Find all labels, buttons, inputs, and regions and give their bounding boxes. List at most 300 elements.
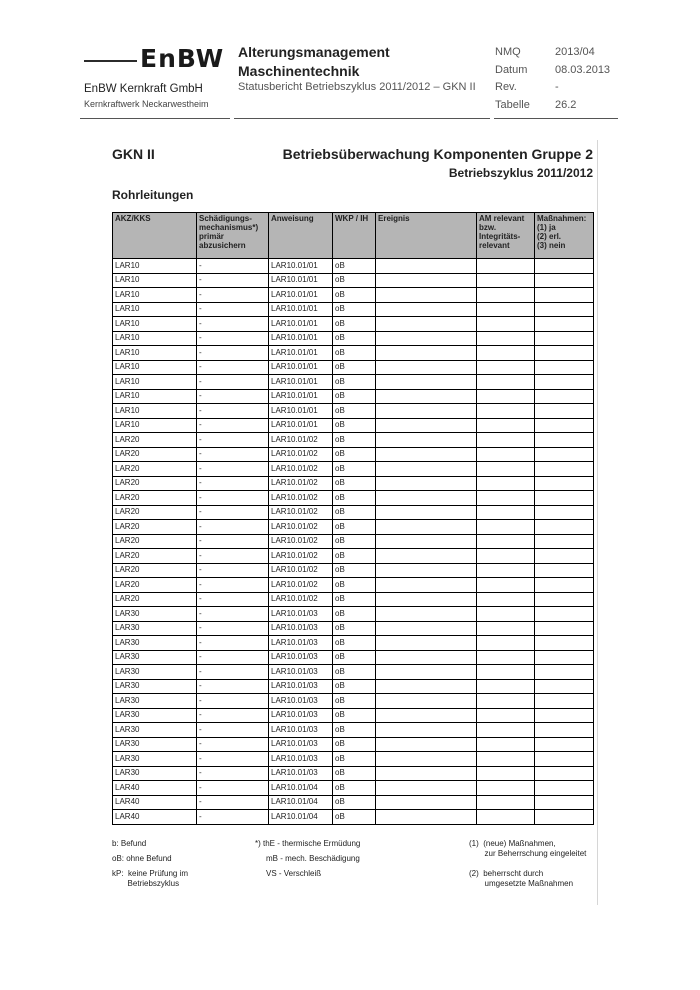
cell-wkp: oB <box>333 288 376 303</box>
cell-mechanism: - <box>197 433 269 448</box>
cell-event <box>376 621 477 636</box>
table-row <box>113 476 594 491</box>
header-rule-left <box>80 118 230 119</box>
cell-instruction: LAR10.01/01 <box>269 317 333 332</box>
legend-keine-pruefung: kP: keine Prüfung im Betriebszyklus <box>112 869 189 888</box>
cell-am-relevant <box>477 737 535 752</box>
cell-am-relevant <box>477 650 535 665</box>
cell-am-relevant <box>477 317 535 332</box>
cell-event <box>376 636 477 651</box>
table-row <box>113 708 594 723</box>
cell-mechanism: - <box>197 273 269 288</box>
cell-mechanism: - <box>197 404 269 419</box>
meta-key: Rev. <box>495 81 517 93</box>
cell-event <box>376 317 477 332</box>
table-row <box>113 636 594 651</box>
cell-measures <box>535 534 594 549</box>
cell-measures <box>535 766 594 781</box>
table-body <box>113 259 594 825</box>
cell-akz: LAR10 <box>113 288 197 303</box>
cell-measures <box>535 476 594 491</box>
cell-measures <box>535 302 594 317</box>
cell-instruction: LAR10.01/01 <box>269 302 333 317</box>
cell-instruction: LAR10.01/03 <box>269 708 333 723</box>
cell-akz: LAR20 <box>113 549 197 564</box>
cell-mechanism: - <box>197 679 269 694</box>
meta-value: - <box>555 81 559 93</box>
cell-akz: LAR40 <box>113 781 197 796</box>
cell-measures <box>535 708 594 723</box>
cell-am-relevant <box>477 418 535 433</box>
cell-wkp: oB <box>333 708 376 723</box>
table-row <box>113 346 594 361</box>
cell-wkp: oB <box>333 549 376 564</box>
document-subtitle: Statusbericht Betriebszyklus 2011/2012 – GKN II <box>238 81 476 93</box>
cell-measures <box>535 389 594 404</box>
table-row <box>113 679 594 694</box>
cell-instruction: LAR10.01/02 <box>269 476 333 491</box>
page-margin-line <box>597 140 598 905</box>
cell-mechanism: - <box>197 259 269 274</box>
cell-mechanism: - <box>197 534 269 549</box>
cell-measures <box>535 592 594 607</box>
cell-mechanism: - <box>197 389 269 404</box>
cell-akz: LAR10 <box>113 302 197 317</box>
cell-instruction: LAR10.01/01 <box>269 288 333 303</box>
cell-measures <box>535 462 594 477</box>
cell-measures <box>535 520 594 535</box>
cell-am-relevant <box>477 607 535 622</box>
cell-measures <box>535 694 594 709</box>
cell-akz: LAR30 <box>113 650 197 665</box>
cell-akz: LAR10 <box>113 375 197 390</box>
cell-am-relevant <box>477 534 535 549</box>
table-row <box>113 563 594 578</box>
legend-ohne-befund: oB: ohne Befund <box>112 854 172 863</box>
cell-wkp: oB <box>333 795 376 810</box>
cell-event <box>376 505 477 520</box>
cell-wkp: oB <box>333 404 376 419</box>
cell-akz: LAR30 <box>113 708 197 723</box>
cell-wkp: oB <box>333 592 376 607</box>
col-header-instruction: Anweisung <box>269 213 333 259</box>
cell-event <box>376 766 477 781</box>
cell-instruction: LAR10.01/02 <box>269 505 333 520</box>
cell-instruction: LAR10.01/02 <box>269 534 333 549</box>
cell-am-relevant <box>477 259 535 274</box>
table-row <box>113 462 594 477</box>
cell-wkp: oB <box>333 302 376 317</box>
cell-instruction: LAR10.01/03 <box>269 665 333 680</box>
cell-event <box>376 650 477 665</box>
table-row <box>113 302 594 317</box>
cell-wkp: oB <box>333 418 376 433</box>
cell-event <box>376 607 477 622</box>
cell-measures <box>535 578 594 593</box>
cell-mechanism: - <box>197 766 269 781</box>
table-row <box>113 520 594 535</box>
legend-mech-damage: mB - mech. Beschädigung <box>266 854 360 863</box>
cell-instruction: LAR10.01/02 <box>269 520 333 535</box>
cell-am-relevant <box>477 636 535 651</box>
cell-akz: LAR30 <box>113 636 197 651</box>
logo-line <box>84 60 137 62</box>
cell-event <box>376 534 477 549</box>
cell-wkp: oB <box>333 534 376 549</box>
cell-am-relevant <box>477 621 535 636</box>
cell-mechanism: - <box>197 781 269 796</box>
cell-measures <box>535 505 594 520</box>
cell-event <box>376 520 477 535</box>
cell-instruction: LAR10.01/03 <box>269 650 333 665</box>
table-row <box>113 288 594 303</box>
table-row <box>113 534 594 549</box>
cell-akz: LAR30 <box>113 679 197 694</box>
cell-event <box>376 259 477 274</box>
cell-am-relevant <box>477 549 535 564</box>
cell-am-relevant <box>477 578 535 593</box>
cell-mechanism: - <box>197 331 269 346</box>
cell-event <box>376 810 477 825</box>
cell-wkp: oB <box>333 273 376 288</box>
cell-am-relevant <box>477 810 535 825</box>
enbw-logo: EnBW <box>140 44 225 73</box>
cell-instruction: LAR10.01/03 <box>269 679 333 694</box>
cell-mechanism: - <box>197 302 269 317</box>
cell-wkp: oB <box>333 650 376 665</box>
cell-wkp: oB <box>333 433 376 448</box>
cell-wkp: oB <box>333 491 376 506</box>
table-row <box>113 317 594 332</box>
cell-mechanism: - <box>197 317 269 332</box>
cell-wkp: oB <box>333 462 376 477</box>
cell-wkp: oB <box>333 317 376 332</box>
cell-mechanism: - <box>197 360 269 375</box>
cell-event <box>376 549 477 564</box>
cell-event <box>376 418 477 433</box>
cell-mechanism: - <box>197 737 269 752</box>
cell-measures <box>535 447 594 462</box>
cell-mechanism: - <box>197 476 269 491</box>
cell-instruction: LAR10.01/03 <box>269 737 333 752</box>
cell-instruction: LAR10.01/01 <box>269 418 333 433</box>
cell-akz: LAR40 <box>113 810 197 825</box>
cell-am-relevant <box>477 491 535 506</box>
table-row <box>113 273 594 288</box>
cell-wkp: oB <box>333 723 376 738</box>
cell-am-relevant <box>477 346 535 361</box>
cell-wkp: oB <box>333 766 376 781</box>
cell-akz: LAR30 <box>113 694 197 709</box>
table-row <box>113 578 594 593</box>
cell-akz: LAR20 <box>113 505 197 520</box>
cell-mechanism: - <box>197 505 269 520</box>
operating-cycle: Betriebszyklus 2011/2012 <box>448 166 593 180</box>
cell-akz: LAR20 <box>113 592 197 607</box>
cell-instruction: LAR10.01/02 <box>269 491 333 506</box>
cell-measures <box>535 752 594 767</box>
section-title: Rohrleitungen <box>112 188 194 202</box>
cell-wkp: oB <box>333 578 376 593</box>
cell-event <box>376 563 477 578</box>
cell-mechanism: - <box>197 607 269 622</box>
cell-akz: LAR10 <box>113 346 197 361</box>
table-row <box>113 781 594 796</box>
meta-row-datum <box>495 62 610 80</box>
cell-measures <box>535 317 594 332</box>
cell-instruction: LAR10.01/03 <box>269 694 333 709</box>
cell-akz: LAR10 <box>113 360 197 375</box>
cell-event <box>376 389 477 404</box>
cell-event <box>376 476 477 491</box>
cell-mechanism: - <box>197 520 269 535</box>
component-table <box>112 212 594 825</box>
cell-instruction: LAR10.01/01 <box>269 259 333 274</box>
cell-wkp: oB <box>333 563 376 578</box>
cell-akz: LAR30 <box>113 766 197 781</box>
cell-measures <box>535 346 594 361</box>
header-rule-right <box>494 118 618 119</box>
header-rule-middle <box>234 118 490 119</box>
cell-am-relevant <box>477 273 535 288</box>
cell-akz: LAR10 <box>113 418 197 433</box>
cell-am-relevant <box>477 752 535 767</box>
cell-wkp: oB <box>333 694 376 709</box>
cell-mechanism: - <box>197 723 269 738</box>
cell-am-relevant <box>477 795 535 810</box>
cell-am-relevant <box>477 389 535 404</box>
cell-instruction: LAR10.01/01 <box>269 375 333 390</box>
cell-instruction: LAR10.01/04 <box>269 810 333 825</box>
cell-event <box>376 578 477 593</box>
cell-akz: LAR20 <box>113 578 197 593</box>
cell-akz: LAR20 <box>113 433 197 448</box>
cell-measures <box>535 288 594 303</box>
cell-wkp: oB <box>333 447 376 462</box>
legend-thermal-fatigue: *) thE - thermische Ermüdung <box>255 839 361 848</box>
cell-event <box>376 346 477 361</box>
cell-am-relevant <box>477 331 535 346</box>
cell-mechanism: - <box>197 346 269 361</box>
cell-wkp: oB <box>333 752 376 767</box>
cell-akz: LAR10 <box>113 389 197 404</box>
cell-measures <box>535 636 594 651</box>
cell-measures <box>535 737 594 752</box>
cell-measures <box>535 607 594 622</box>
table-row <box>113 607 594 622</box>
cell-am-relevant <box>477 360 535 375</box>
cell-measures <box>535 810 594 825</box>
table-row <box>113 694 594 709</box>
cell-wkp: oB <box>333 360 376 375</box>
cell-instruction: LAR10.01/03 <box>269 607 333 622</box>
cell-akz: LAR40 <box>113 795 197 810</box>
col-header-mechanism: Schädigungs- mechanismus*) primär abzusichern <box>197 213 269 259</box>
cell-measures <box>535 679 594 694</box>
document-title-line2: Maschinentechnik <box>238 63 360 79</box>
cell-am-relevant <box>477 462 535 477</box>
meta-key: Tabelle <box>495 98 530 111</box>
cell-mechanism: - <box>197 708 269 723</box>
cell-instruction: LAR10.01/03 <box>269 766 333 781</box>
cell-event <box>376 462 477 477</box>
cell-event <box>376 375 477 390</box>
table-row <box>113 505 594 520</box>
cell-akz: LAR20 <box>113 534 197 549</box>
cell-mechanism: - <box>197 288 269 303</box>
table-row <box>113 737 594 752</box>
table-row <box>113 433 594 448</box>
cell-instruction: LAR10.01/03 <box>269 752 333 767</box>
cell-event <box>376 404 477 419</box>
cell-mechanism: - <box>197 694 269 709</box>
table-row <box>113 418 594 433</box>
cell-wkp: oB <box>333 781 376 796</box>
cell-mechanism: - <box>197 462 269 477</box>
meta-row-nmq <box>495 44 610 62</box>
cell-wkp: oB <box>333 520 376 535</box>
meta-row-rev <box>495 79 610 97</box>
cell-wkp: oB <box>333 737 376 752</box>
cell-am-relevant <box>477 447 535 462</box>
cell-measures <box>535 418 594 433</box>
cell-instruction: LAR10.01/04 <box>269 795 333 810</box>
cell-event <box>376 331 477 346</box>
cell-mechanism: - <box>197 810 269 825</box>
legend-befund: b: Befund <box>112 839 147 848</box>
cell-mechanism: - <box>197 563 269 578</box>
meta-key: NMQ <box>495 46 521 58</box>
cell-akz: LAR30 <box>113 737 197 752</box>
cell-am-relevant <box>477 375 535 390</box>
cell-wkp: oB <box>333 346 376 361</box>
cell-mechanism: - <box>197 636 269 651</box>
cell-akz: LAR30 <box>113 752 197 767</box>
cell-akz: LAR10 <box>113 331 197 346</box>
cell-mechanism: - <box>197 549 269 564</box>
cell-wkp: oB <box>333 505 376 520</box>
cell-akz: LAR30 <box>113 665 197 680</box>
cell-measures <box>535 491 594 506</box>
cell-am-relevant <box>477 288 535 303</box>
cell-akz: LAR20 <box>113 476 197 491</box>
col-header-measures: Maßnahmen: (1) ja (2) erl. (3) nein <box>535 213 594 259</box>
cell-mechanism: - <box>197 418 269 433</box>
cell-measures <box>535 549 594 564</box>
meta-value: 26.2 <box>555 98 577 111</box>
table-row <box>113 375 594 390</box>
cell-event <box>376 781 477 796</box>
cell-akz: LAR10 <box>113 317 197 332</box>
cell-instruction: LAR10.01/02 <box>269 447 333 462</box>
cell-am-relevant <box>477 302 535 317</box>
table-row <box>113 331 594 346</box>
cell-wkp: oB <box>333 665 376 680</box>
cell-mechanism: - <box>197 621 269 636</box>
cell-event <box>376 752 477 767</box>
meta-value: 08.03.2013 <box>555 63 611 76</box>
cell-am-relevant <box>477 476 535 491</box>
table-row <box>113 389 594 404</box>
cell-instruction: LAR10.01/04 <box>269 781 333 796</box>
plant-label: GKN II <box>112 146 155 162</box>
cell-wkp: oB <box>333 810 376 825</box>
cell-event <box>376 433 477 448</box>
company-name: EnBW Kernkraft GmbH <box>84 83 203 95</box>
table-row <box>113 621 594 636</box>
cell-measures <box>535 273 594 288</box>
cell-instruction: LAR10.01/02 <box>269 549 333 564</box>
table-row <box>113 795 594 810</box>
cell-instruction: LAR10.01/03 <box>269 723 333 738</box>
cell-measures <box>535 563 594 578</box>
cell-measures <box>535 331 594 346</box>
cell-measures <box>535 650 594 665</box>
cell-akz: LAR20 <box>113 520 197 535</box>
cell-wkp: oB <box>333 607 376 622</box>
meta-key: Datum <box>495 63 528 76</box>
cell-instruction: LAR10.01/01 <box>269 389 333 404</box>
cell-wkp: oB <box>333 636 376 651</box>
cell-instruction: LAR10.01/02 <box>269 433 333 448</box>
cell-event <box>376 737 477 752</box>
table-row <box>113 723 594 738</box>
cell-measures <box>535 433 594 448</box>
cell-measures <box>535 375 594 390</box>
cell-instruction: LAR10.01/02 <box>269 462 333 477</box>
cell-instruction: LAR10.01/02 <box>269 578 333 593</box>
cell-event <box>376 447 477 462</box>
table-row <box>113 549 594 564</box>
cell-instruction: LAR10.01/03 <box>269 621 333 636</box>
cell-mechanism: - <box>197 665 269 680</box>
meta-row-tabelle <box>495 97 610 115</box>
cell-measures <box>535 360 594 375</box>
site-name: Kernkraftwerk Neckarwestheim <box>84 99 209 109</box>
cell-wkp: oB <box>333 621 376 636</box>
cell-akz: LAR30 <box>113 607 197 622</box>
cell-akz: LAR10 <box>113 273 197 288</box>
table-row <box>113 766 594 781</box>
cell-am-relevant <box>477 404 535 419</box>
cell-am-relevant <box>477 679 535 694</box>
cell-instruction: LAR10.01/02 <box>269 563 333 578</box>
cell-wkp: oB <box>333 476 376 491</box>
cell-akz: LAR30 <box>113 621 197 636</box>
cell-wkp: oB <box>333 259 376 274</box>
table-row <box>113 404 594 419</box>
cell-measures <box>535 781 594 796</box>
meta-value: 2013/04 <box>555 46 595 58</box>
table-header-row <box>113 213 594 259</box>
cell-wkp: oB <box>333 375 376 390</box>
cell-instruction: LAR10.01/01 <box>269 346 333 361</box>
cell-akz: LAR20 <box>113 462 197 477</box>
document-title-line1: Alterungsmanagement <box>238 44 390 60</box>
cell-am-relevant <box>477 781 535 796</box>
cell-mechanism: - <box>197 578 269 593</box>
table-row <box>113 360 594 375</box>
cell-measures <box>535 723 594 738</box>
cell-wkp: oB <box>333 331 376 346</box>
cell-am-relevant <box>477 665 535 680</box>
cell-measures <box>535 621 594 636</box>
legend-controlled: (2) beherrscht durch umgesetzte Maßnahmen <box>469 869 574 888</box>
cell-mechanism: - <box>197 375 269 390</box>
cell-measures <box>535 665 594 680</box>
cell-akz: LAR30 <box>113 723 197 738</box>
cell-mechanism: - <box>197 491 269 506</box>
